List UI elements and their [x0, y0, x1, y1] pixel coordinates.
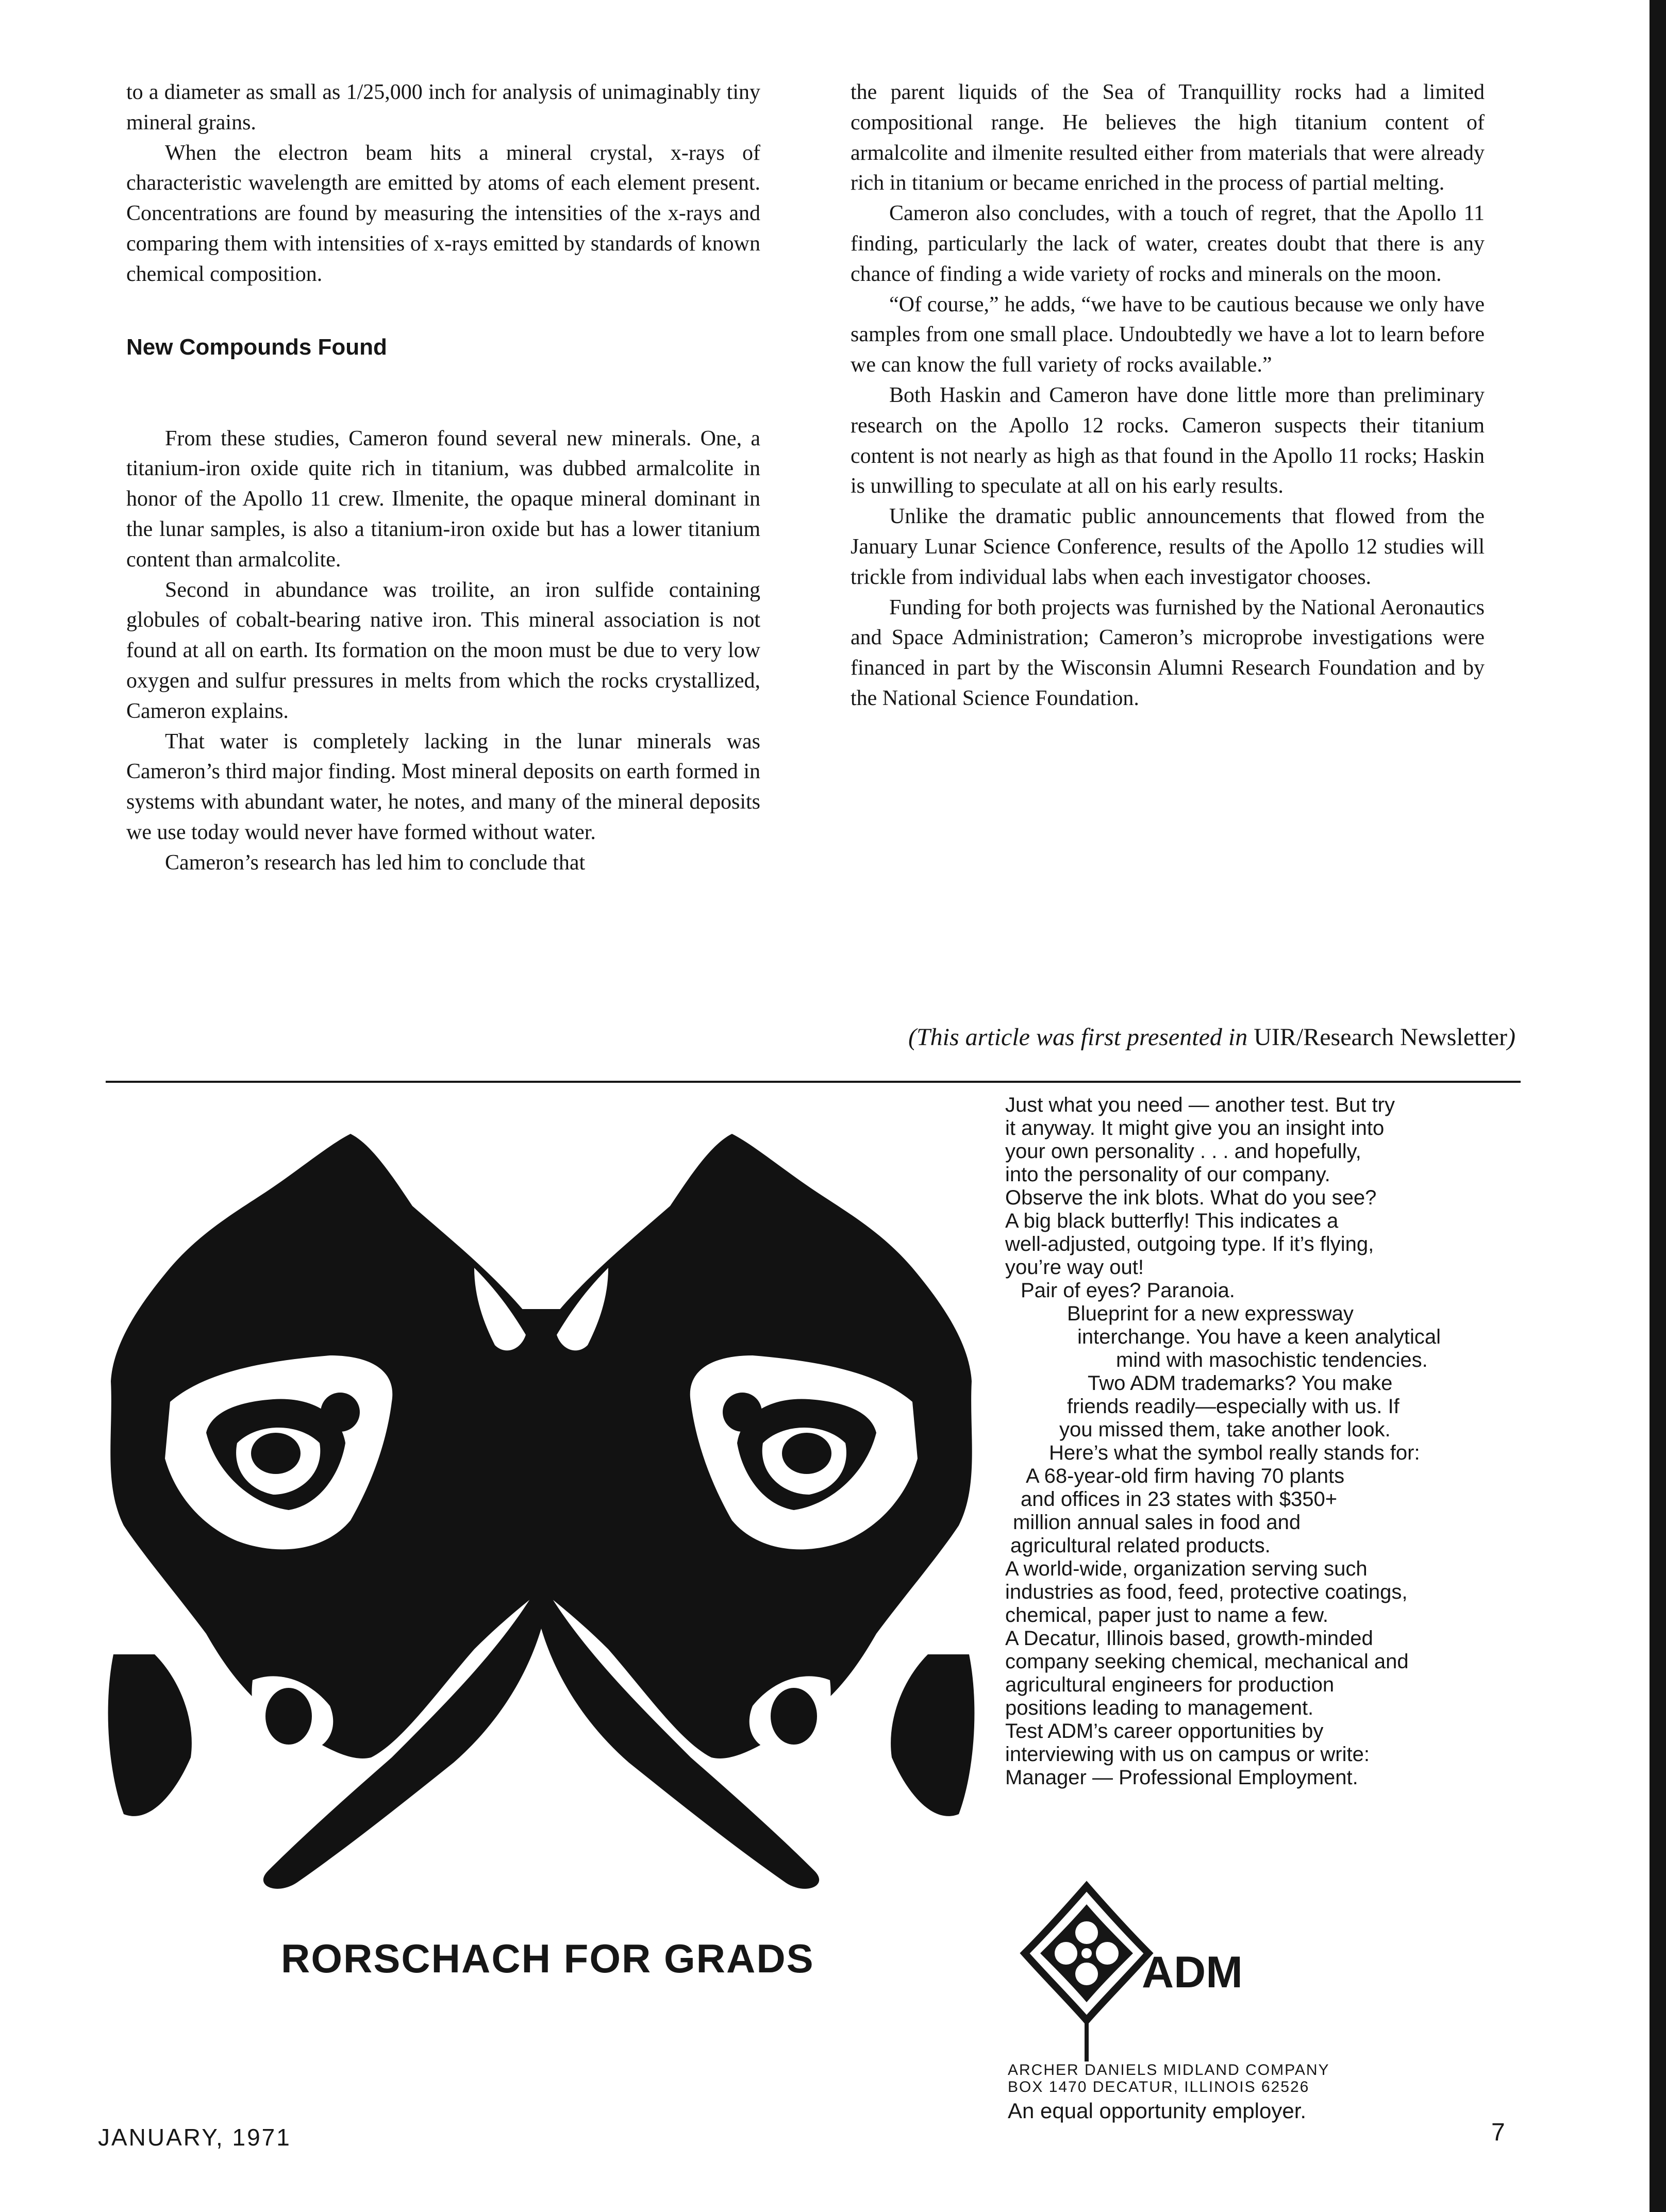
ad-copy-line: Here’s what the symbol really stands for: — [1049, 1442, 1420, 1464]
ad-copy-line: friends readily—especially with us. If — [1067, 1395, 1400, 1418]
ad-copy-line: interviewing with us on campus or write: — [1005, 1743, 1370, 1766]
ad-copy-line: Two ADM trademarks? You make — [1088, 1372, 1393, 1395]
ad-copy-line: Blueprint for a new expressway — [1067, 1302, 1354, 1325]
page-edge — [1650, 0, 1666, 2212]
source-name: UIR/Research Newsletter — [1254, 1024, 1508, 1051]
ad-copy-line: chemical, paper just to name a few. — [1005, 1604, 1328, 1627]
section-heading: New Compounds Found — [126, 334, 387, 360]
ad-copy-line: Test ADM’s career opportunities by — [1005, 1720, 1324, 1742]
ad-copy-line: your own personality . . . and hopefully, — [1005, 1140, 1361, 1163]
ad-headline: RORSCHACH FOR GRADS — [281, 1936, 814, 1981]
company-address-block — [1008, 2062, 1330, 2096]
ad-copy-line: Pair of eyes? Paranoia. — [1021, 1279, 1235, 1302]
ad-copy-line: A big black butterfly! This indicates a — [1005, 1210, 1339, 1232]
ad-copy-line: company seeking chemical, mechanical and — [1005, 1650, 1409, 1673]
ad-body-copy — [1005, 1094, 1521, 1789]
ad-copy-line: Observe the ink blots. What do you see? — [1005, 1186, 1377, 1209]
article-column-left — [126, 77, 760, 878]
page-number: 7 — [1491, 2119, 1505, 2146]
ad-copy-line: you missed them, take another look. — [1059, 1418, 1391, 1441]
article-paragraph: Unlike the dramatic public announcements that flowed from the January Lunar Science Conference, results of the Apollo 12 studies will trickle from individual labs when each investigator chooses. — [851, 505, 1485, 589]
ad-copy-line: agricultural engineers for production — [1005, 1673, 1335, 1696]
article-paragraph: When the electron beam hits a mineral crystal, x-rays of characteristic wavelength are emitted by atoms of each element present. Concentrations are found by measuring the intensities of the x-rays and comparing them with intensities of x-rays emitted by standards of known chemical composition. — [126, 141, 760, 286]
ad-copy-line: industries as food, feed, protective coatings, — [1005, 1581, 1408, 1603]
ad-copy-line: you’re way out! — [1005, 1256, 1144, 1279]
ad-copy-line: A Decatur, Illinois based, growth-minded — [1005, 1627, 1373, 1650]
source-prefix: (This article was first presented in — [908, 1024, 1254, 1051]
ad-copy-line: Just what you need — another test. But try — [1005, 1094, 1395, 1116]
article-paragraph: to a diameter as small as 1/25,000 inch for analysis of unimaginably tiny mineral grains. — [126, 80, 760, 135]
source-suffix: ) — [1507, 1024, 1515, 1051]
article-paragraph: From these studies, Cameron found several new minerals. One, a titanium-iron oxide quite rich in titanium, was dubbed armalcolite in honor of the Apollo 11 crew. Ilmenite, the opaque mineral dominant in the lunar samples, is also a titanium-iron oxide but has a lower titanium content than armalcolite. — [126, 426, 760, 572]
article-paragraph: That water is completely lacking in the lunar minerals was Cameron’s third major finding. Most mineral deposits on earth formed in systems with abundant water, he notes, and many of the mineral deposits we use today would never have formed without water. — [126, 729, 760, 844]
article-paragraph: Cameron’s research has led him to conclude that — [165, 850, 586, 875]
ad-copy-line: A 68-year-old firm having 70 plants — [1026, 1465, 1345, 1487]
ad-copy-line: agricultural related products. — [1010, 1534, 1271, 1557]
ad-copy-line: million annual sales in food and — [1013, 1511, 1301, 1534]
ad-copy-line: well-adjusted, outgoing type. If it’s flying, — [1005, 1233, 1374, 1255]
article-paragraph: Both Haskin and Cameron have done little more than preliminary research on the Apollo 12 rocks. Cameron suspects their titanium content is not nearly as high as that found in the Apollo 11 rocks; Haskin is unwilling to speculate at all on his early results. — [851, 383, 1485, 498]
article-column-right — [851, 77, 1485, 714]
inkblot-butterfly-illustration — [82, 1113, 1000, 1917]
adm-wordmark: ADM — [1142, 1948, 1243, 1997]
ad-copy-line: it anyway. It might give you an insight into — [1005, 1117, 1385, 1139]
article-paragraph: “Of course,” he adds, “we have to be cautious because we only have samples from one small place. Undoubtedly we have a lot to learn before we can know the full variety of rocks available.” — [851, 292, 1485, 377]
article-paragraph: Funding for both projects was furnished by the National Aeronautics and Space Administration; Cameron’s microprobe investigations were financed in part by the Wisconsin Alumni Research Foundation and by the National Science Foundation. — [851, 595, 1485, 710]
section-divider — [106, 1081, 1521, 1083]
adm-logo-icon — [1009, 1876, 1164, 2062]
ad-copy-line: into the personality of our company. — [1005, 1163, 1330, 1186]
ad-copy-line: positions leading to management. — [1005, 1697, 1314, 1719]
article-paragraph: Second in abundance was troilite, an iron sulfide containing globules of cobalt-bearing native iron. This mineral association is not found at all on earth. Its formation on the moon must be due to very low oxygen and sulfur pressures in melts from which the rocks crystallized, Cameron explains. — [126, 578, 760, 723]
article-source-note — [807, 1023, 1515, 1051]
article-paragraph: the parent liquids of the Sea of Tranquillity rocks had a limited compositional range. He believes the high titanium content of armalcolite and ilmenite resulted either from materials that were already rich in titanium or became enriched in the process of partial melting. — [851, 80, 1485, 195]
equal-opportunity-statement: An equal opportunity employer. — [1008, 2099, 1307, 2123]
ad-copy-line: mind with masochistic tendencies. — [1116, 1349, 1428, 1371]
company-name: ARCHER DANIELS MIDLAND COMPANY — [1008, 2062, 1330, 2079]
article-paragraph: Cameron also concludes, with a touch of regret, that the Apollo 11 finding, particularly the lack of water, creates doubt that there is any chance of finding a wide variety of rocks and minerals on the moon. — [851, 202, 1485, 286]
ad-copy-line: and offices in 23 states with $350+ — [1021, 1488, 1338, 1511]
ad-copy-line: A world-wide, organization serving such — [1005, 1557, 1368, 1580]
ad-copy-line: interchange. You have a keen analytical — [1077, 1326, 1441, 1348]
footer-date: JANUARY, 1971 — [98, 2124, 291, 2151]
company-address: BOX 1470 DECATUR, ILLINOIS 62526 — [1008, 2079, 1310, 2096]
ad-copy-line: Manager — Professional Employment. — [1005, 1766, 1358, 1789]
